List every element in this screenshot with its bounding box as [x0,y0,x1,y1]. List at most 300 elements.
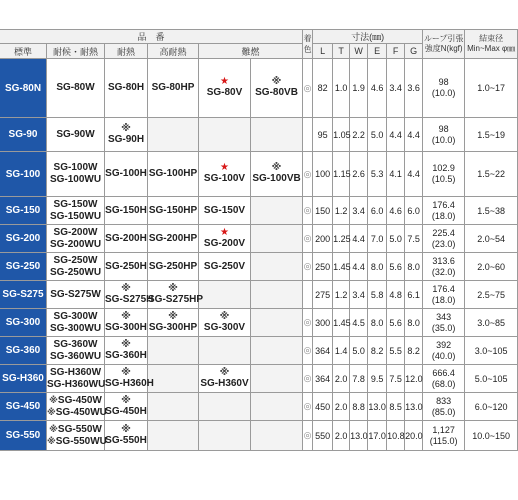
table-row [0,309,518,337]
product-label: SG-100H [105,168,147,179]
bundle-range-cell: 1.5~19 [465,118,518,152]
dim-f-cell: 4.8 [387,281,405,309]
product-label: SG-450W [57,394,102,406]
product-number [47,82,104,94]
color-cell: ◎ [303,152,313,197]
product-number [47,435,107,448]
product-label: SG-200W [53,226,98,238]
table-row [0,337,518,365]
product-number [47,339,104,351]
bundle-range-cell: 3.0~85 [465,309,518,337]
product-number [105,261,147,273]
dim-t-cell: 2.0 [333,365,350,393]
product-number [199,228,250,250]
product-label: SG-90W [56,128,95,140]
bundle-range-cell: 10.0~150 [465,421,518,451]
standard-cell: SG-550 [0,421,47,451]
nannen-cell-1 [199,281,251,309]
product-number [47,227,104,239]
nannen-cell-1 [199,225,251,253]
product-number [47,162,104,174]
taiko-cell [47,225,105,253]
product-label: SG-550WU [55,435,107,447]
dim-t-cell: 2.0 [333,421,350,451]
konetsu-cell [148,253,199,281]
loop-newton: 176.4 [432,283,455,294]
header-dim-l: L [313,44,333,59]
header-konetsu: 高耐熱 [148,44,199,59]
dim-t-cell: 1.0 [333,59,350,118]
dim-f-cell: 3.4 [387,59,405,118]
product-number [47,267,104,279]
kome-icon: ※ [121,394,131,406]
tainetsu-cell [105,59,148,118]
header-loop: ループ引張強度N(kgf) [423,30,465,59]
tainetsu-cell [105,152,148,197]
table-row [0,197,518,225]
dim-f-cell: 8.5 [387,393,405,421]
dim-w-cell: 7.8 [350,365,368,393]
dim-e-cell: 13.0 [368,393,387,421]
standard-cell: SG-150 [0,197,47,225]
dim-e-cell: 5.0 [368,118,387,152]
tainetsu-cell [105,225,148,253]
product-number [105,233,147,245]
loop-kgf: (68.0) [431,378,456,389]
tainetsu-cell [105,309,148,337]
color-cell: ◎ [303,337,313,365]
star-icon: ★ [220,76,229,87]
product-number [148,282,204,306]
dim-l-cell: 200 [313,225,333,253]
table-row [0,59,518,118]
loop-kgf: (23.0) [431,238,456,249]
dim-w-cell: 2.6 [350,152,368,197]
taiko-cell [47,365,105,393]
product-label: SG-80HP [151,82,195,93]
dim-t-cell: 1.45 [333,253,350,281]
table-row [0,118,518,152]
taiko-cell [47,59,105,118]
tainetsu-cell [105,118,148,152]
product-number [47,239,104,251]
loop-strength-cell [423,253,465,281]
product-number [47,199,104,211]
taiko-cell [47,309,105,337]
loop-newton: 833 [436,395,452,406]
loop-newton: 225.4 [432,227,455,238]
loop-kgf: (10.0) [431,134,456,145]
product-label: SG-200H [105,232,147,244]
header-dim-t: T [333,44,350,59]
product-number [148,312,198,334]
dim-l-cell: 550 [313,421,333,451]
bundle-range-cell: 2.5~75 [465,281,518,309]
bundle-range-cell: 2.0~60 [465,253,518,281]
taiko-cell [47,197,105,225]
nannen-cell-2 [251,118,303,152]
loop-kgf: (18.0) [431,294,456,305]
nannen-cell-1 [199,393,251,421]
nannen-cell-1 [199,59,251,118]
nannen-cell-1 [199,421,251,451]
taiko-cell [47,393,105,421]
nannen-cell-2 [251,59,303,118]
color-cell: ◎ [303,253,313,281]
bundle-range-cell: 1.0~17 [465,59,518,118]
loop-newton: 666.4 [432,367,455,378]
product-number [105,340,147,362]
product-number [148,168,198,180]
product-number [47,379,104,391]
loop-kgf: (10.0) [431,88,456,98]
loop-strength-cell [423,152,465,197]
product-label: SG-450H [105,405,147,417]
product-table [0,29,518,451]
nannen-cell-1 [199,197,251,225]
dim-w-cell: 1.9 [350,59,368,118]
dim-l-cell: 450 [313,393,333,421]
color-cell: ◎ [303,59,313,118]
kome-icon: ※ [121,423,131,435]
product-number [47,129,104,141]
product-label: SG-550H [105,434,147,446]
product-number [148,233,198,245]
header-kessoku: 結束径Min~Max φ㎜ [465,30,518,59]
dim-f-cell: 7.5 [387,365,405,393]
dim-w-cell: 4.4 [350,225,368,253]
tainetsu-cell [105,281,154,309]
kome-icon: ※ [49,394,58,405]
product-number [199,368,250,390]
product-label: SG-200V [203,237,246,249]
loop-strength-cell [423,337,465,365]
dim-w-cell: 3.4 [350,281,368,309]
product-number [47,311,104,323]
product-label: SG-150W [53,198,98,210]
dim-g-cell: 4.4 [405,152,423,197]
loop-newton: 343 [436,311,452,322]
dim-t-cell: 1.2 [333,281,350,309]
standard-cell: SG-80N [0,59,47,118]
loop-strength-cell [423,393,465,421]
product-number [47,367,104,379]
nannen-cell-1 [199,152,251,197]
standard-cell: SG-450 [0,393,47,421]
kome-icon: ※ [121,122,131,134]
product-label: SG-S275H [105,293,154,305]
product-label: SG-H360V [200,377,249,389]
nannen-cell-2 [251,365,303,393]
table-row [0,365,518,393]
konetsu-cell [148,421,199,451]
product-label: SG-360WU [49,350,102,362]
loop-newton: 98 [438,77,449,87]
nannen-cell-2 [251,152,303,197]
kome-icon: ※ [219,366,230,378]
product-label: SG-80W [56,82,95,93]
product-number [47,395,104,407]
dim-g-cell: 8.0 [405,253,423,281]
dim-l-cell: 300 [313,309,333,337]
product-label: SG-300W [53,310,98,322]
bundle-range-cell: 1.5~38 [465,197,518,225]
product-label: SG-200WU [49,238,102,250]
product-label: SG-550W [57,423,102,435]
dim-f-cell: 4.4 [387,118,405,152]
dim-e-cell: 8.0 [368,309,387,337]
color-cell: ◎ [303,393,313,421]
dim-t-cell: 1.05 [333,118,350,152]
loop-strength-cell [423,309,465,337]
product-number [47,211,104,223]
dim-w-cell: 8.8 [350,393,368,421]
product-number [105,82,147,94]
dim-l-cell: 250 [313,253,333,281]
dim-w-cell: 4.4 [350,253,368,281]
product-number [105,425,147,447]
product-number [199,77,250,99]
tainetsu-cell [105,197,148,225]
bundle-range-cell: 6.0~120 [465,393,518,421]
konetsu-cell [148,337,199,365]
konetsu-cell [148,393,199,421]
color-cell [303,281,313,309]
product-label: SG-100HP [148,168,198,179]
table-row [0,253,518,281]
standard-cell: SG-250 [0,253,47,281]
konetsu-cell [148,365,199,393]
product-number [199,261,250,273]
loop-kgf: (18.0) [431,210,456,221]
loop-newton: 176.4 [432,199,455,210]
nannen-cell-1 [199,253,251,281]
product-label: SG-H360WU [47,378,106,390]
standard-cell: SG-360 [0,337,47,365]
header-hinban: 品 番 [0,30,303,44]
product-number [105,124,147,146]
tainetsu-cell [105,365,154,393]
header-tainetsu: 耐熱 [105,44,148,59]
tainetsu-cell [105,253,148,281]
kome-icon: ※ [47,435,56,446]
product-label: SG-250V [203,260,246,272]
table-row [0,152,518,197]
dim-f-cell: 4.1 [387,152,405,197]
product-label: SG-300V [203,321,246,333]
product-label: SG-450WU [55,406,107,418]
product-number [199,312,250,334]
product-label: SG-100W [53,162,98,173]
product-label: SG-300H [105,321,147,333]
loop-newton: 313.6 [432,255,455,266]
loop-strength-cell [423,225,465,253]
product-number [105,205,147,217]
nannen-cell-2 [251,309,303,337]
product-number [47,323,104,335]
dim-e-cell: 5.3 [368,152,387,197]
product-label: SG-250HP [148,260,198,272]
product-label: SG-150H [105,204,147,216]
product-label: SG-250WU [49,266,102,278]
product-number [47,174,104,186]
product-label: SG-150WU [49,210,102,222]
dim-g-cell: 3.6 [405,59,423,118]
color-cell: ◎ [303,309,313,337]
color-cell [303,118,313,152]
dim-l-cell: 275 [313,281,333,309]
table-body [0,59,518,451]
dim-e-cell: 17.0 [368,421,387,451]
product-number [47,351,104,363]
header-dim-f: F [387,44,405,59]
dim-e-cell: 9.5 [368,365,387,393]
dim-l-cell: 82 [313,59,333,118]
product-label: SG-360W [53,338,98,350]
dim-g-cell: 4.4 [405,118,423,152]
product-number [148,261,198,273]
product-label: SG-90H [107,133,145,145]
dim-t-cell: 2.0 [333,393,350,421]
product-label: SG-250H [105,260,147,272]
nannen-cell-1 [199,118,251,152]
loop-newton: 98 [438,123,449,134]
kome-icon: ※ [121,310,131,322]
loop-strength-cell [423,421,465,451]
nannen-cell-2 [251,225,303,253]
dim-g-cell: 8.0 [405,309,423,337]
dim-f-cell: 5.0 [387,225,405,253]
product-label: SG-250W [53,254,98,266]
dim-g-cell: 20.0 [405,421,423,451]
loop-kgf: (35.0) [431,322,456,333]
bundle-range-cell: 2.0~54 [465,225,518,253]
product-number [47,406,107,419]
tainetsu-cell [105,421,148,451]
product-label: SG-80VB [255,87,298,98]
kome-icon: ※ [271,76,282,87]
nannen-cell-1 [199,309,251,337]
kome-icon: ※ [168,282,178,294]
taiko-cell [47,337,105,365]
dim-f-cell: 4.6 [387,197,405,225]
product-label: SG-100VB [252,173,301,184]
header-standard: 標準 [0,44,47,59]
loop-kgf: (85.0) [431,406,456,417]
table-row [0,281,518,309]
color-cell: ◎ [303,197,313,225]
product-label: SG-300HP [148,321,198,333]
dim-w-cell: 5.0 [350,337,368,365]
dim-t-cell: 1.4 [333,337,350,365]
nannen-cell-2 [251,337,303,365]
standard-cell: SG-200 [0,225,47,253]
konetsu-cell [148,281,204,309]
dim-l-cell: 95 [313,118,333,152]
bundle-range-cell: 5.0~105 [465,365,518,393]
dim-t-cell: 1.2 [333,197,350,225]
header-dim-w: W [350,44,368,59]
product-number [47,289,104,301]
dim-g-cell: 12.0 [405,365,423,393]
product-label: SG-150V [203,204,246,216]
standard-cell: SG-H360 [0,365,47,393]
loop-strength-cell [423,197,465,225]
taiko-cell [47,118,105,152]
loop-kgf: (32.0) [431,266,456,277]
kome-icon: ※ [49,423,58,434]
product-number [199,163,250,185]
product-label: SG-H360H [105,377,154,389]
kome-icon: ※ [121,282,131,294]
standard-cell: SG-300 [0,309,47,337]
dim-l-cell: 150 [313,197,333,225]
taiko-cell [47,421,105,451]
header-row-1 [0,30,518,44]
dim-f-cell: 5.6 [387,253,405,281]
tainetsu-cell [105,393,148,421]
dim-w-cell: 13.0 [350,421,368,451]
product-number [105,366,154,390]
product-label: SG-360H [105,349,147,361]
product-number [105,396,147,418]
product-label: SG-S275HP [148,293,204,305]
star-icon: ★ [220,226,229,238]
standard-cell: SG-90 [0,118,47,152]
product-label: SG-100WU [49,174,102,185]
kome-icon: ※ [121,366,131,378]
nannen-cell-1 [199,337,251,365]
header-dim-e: E [368,44,387,59]
dim-t-cell: 1.45 [333,309,350,337]
header-sunpo: 寸法(㎜) [313,30,423,44]
bundle-range-cell: 3.0~105 [465,337,518,365]
standard-cell: SG-100 [0,152,47,197]
dim-f-cell: 5.5 [387,337,405,365]
taiko-cell [47,281,105,309]
nannen-cell-2 [251,393,303,421]
bundle-range-cell: 1.5~22 [465,152,518,197]
dim-g-cell: 6.1 [405,281,423,309]
kome-icon: ※ [47,406,56,417]
dim-e-cell: 6.0 [368,197,387,225]
loop-strength-cell [423,281,465,309]
product-label: SG-100V [203,173,246,184]
kome-icon: ※ [168,310,178,322]
dim-g-cell: 8.2 [405,337,423,365]
loop-kgf: (10.5) [431,174,456,184]
konetsu-cell [148,225,199,253]
product-number [251,77,302,99]
loop-strength-cell [423,118,465,152]
dim-l-cell: 100 [313,152,333,197]
dim-t-cell: 1.25 [333,225,350,253]
product-number [199,205,250,217]
product-number [47,424,104,436]
color-cell: ◎ [303,365,313,393]
dim-e-cell: 7.0 [368,225,387,253]
dim-f-cell: 10.8 [387,421,405,451]
konetsu-cell [148,152,199,197]
kome-icon: ※ [219,310,230,322]
taiko-cell [47,253,105,281]
product-label: SG-S275W [50,288,101,300]
table-row [0,421,518,451]
dim-w-cell: 2.2 [350,118,368,152]
header-taiko: 耐候・耐熱 [47,44,105,59]
product-number [105,312,147,334]
header-dim-g: G [405,44,423,59]
